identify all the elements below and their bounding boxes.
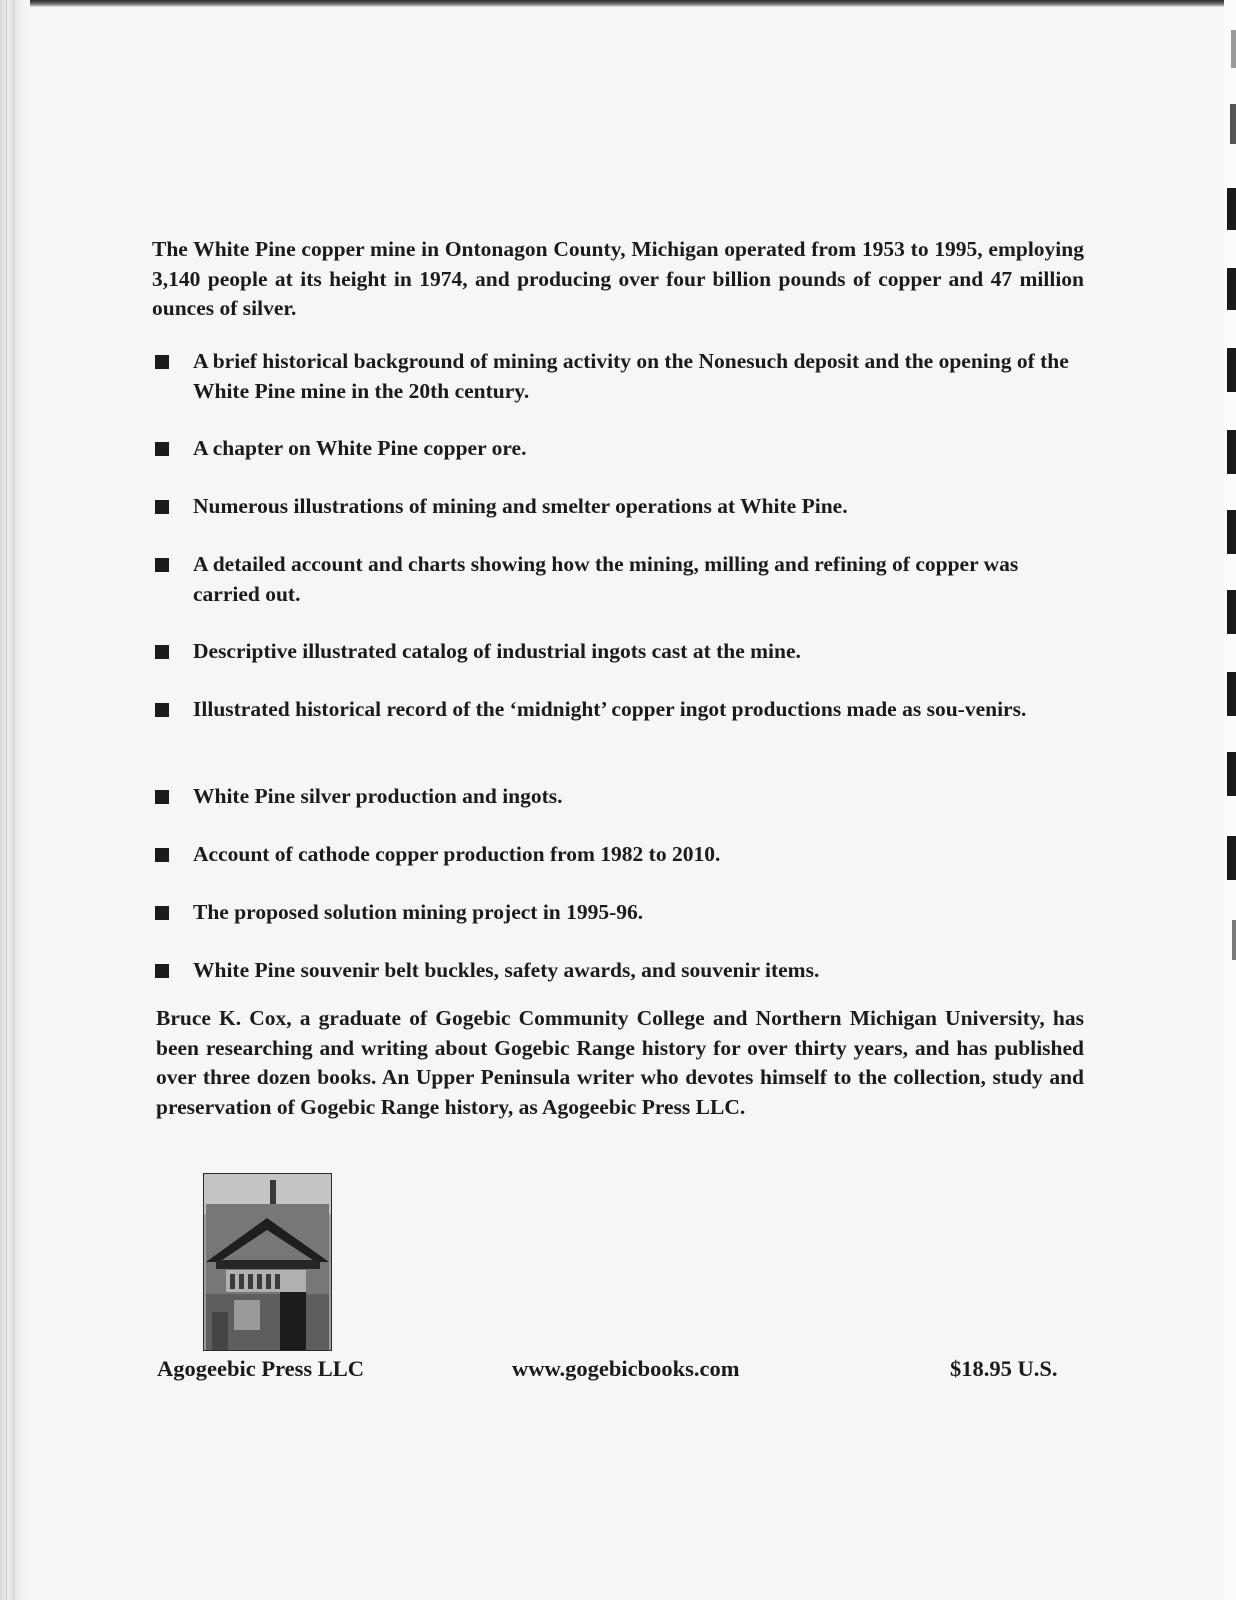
binding-mark [1227,188,1236,230]
list-item [155,898,1090,956]
binding-mark [1227,836,1236,880]
scan-left-edge [0,0,30,1600]
list-item-text: Numerous illustrations of mining and smelter operations at White Pine. [193,494,848,518]
price-label: $18.95 U.S. [950,1356,1058,1381]
bullet-square-icon [155,790,169,804]
bullet-square-icon [155,964,169,978]
list-item-text: Illustrated historical record of the ‘midnight’ copper ingot productions made as sou-venirs. [193,697,1027,721]
list-item-text: A brief historical background of mining activity on the Nonesuch deposit and the opening of the White Pine mine in the 20th century. [193,349,1069,403]
website-url: www.gogebicbooks.com [512,1356,740,1381]
list-item-text: White Pine souvenir belt buckles, safety awards, and souvenir items. [193,958,820,982]
intro-paragraph: The White Pine copper mine in Ontonagon County, Michigan operated from 1953 to 1995, employing 3,140 people at its height in 1974, and producing over four billion pounds of copper and 47 million ounces of silver. [152,237,1084,320]
bullet-square-icon [155,355,169,369]
author-bio-paragraph: Bruce K. Cox, a graduate of Gogebic Community College and Northern Michigan University, has been researching and writing about Gogebic Range history for over thirty years, and has published over three dozen books. An Upper Peninsula writer who devotes himself to the collection, study and preservation of Gogebic Range history, as Agogeebic Press LLC. [156,1006,1084,1119]
list-item-text: Account of cathode copper production from 1982 to 2010. [193,842,721,866]
list-item-text: White Pine silver production and ingots. [193,784,563,808]
list-item-text: A detailed account and charts showing how the mining, milling and refining of copper was carried out. [193,552,1019,606]
binding-mark [1227,590,1236,634]
binding-mark [1227,430,1236,474]
list-item-text: A chapter on White Pine copper ore. [193,436,527,460]
bullet-square-icon [155,906,169,920]
binding-mark [1230,104,1236,144]
list-item-text: Descriptive illustrated catalog of industrial ingots cast at the mine. [193,639,801,663]
bullet-square-icon [155,645,169,659]
list-item [155,550,1090,637]
publisher-name: Agogeebic Press LLC [157,1356,365,1381]
list-item-text: The proposed solution mining project in 1995-96. [193,900,644,924]
binding-mark [1231,30,1236,68]
scan-right-edge [1224,0,1236,1600]
list-item [155,695,1090,782]
list-item [155,637,1090,695]
bullet-square-icon [155,848,169,862]
mine-headframe-photo-icon [203,1173,332,1351]
bullet-square-icon [155,703,169,717]
binding-mark [1227,672,1236,716]
list-item [155,434,1090,492]
binding-mark [1227,510,1236,554]
bullet-square-icon [155,558,169,572]
list-item [155,782,1090,840]
feature-list [155,347,1090,1014]
bullet-square-icon [155,442,169,456]
binding-mark [1227,268,1236,310]
binding-mark [1227,752,1236,796]
list-item [155,347,1090,434]
list-item [155,492,1090,550]
bullet-square-icon [155,500,169,514]
scan-top-edge [0,0,1236,7]
binding-mark [1227,348,1236,392]
binding-mark [1232,920,1236,960]
list-item [155,840,1090,898]
